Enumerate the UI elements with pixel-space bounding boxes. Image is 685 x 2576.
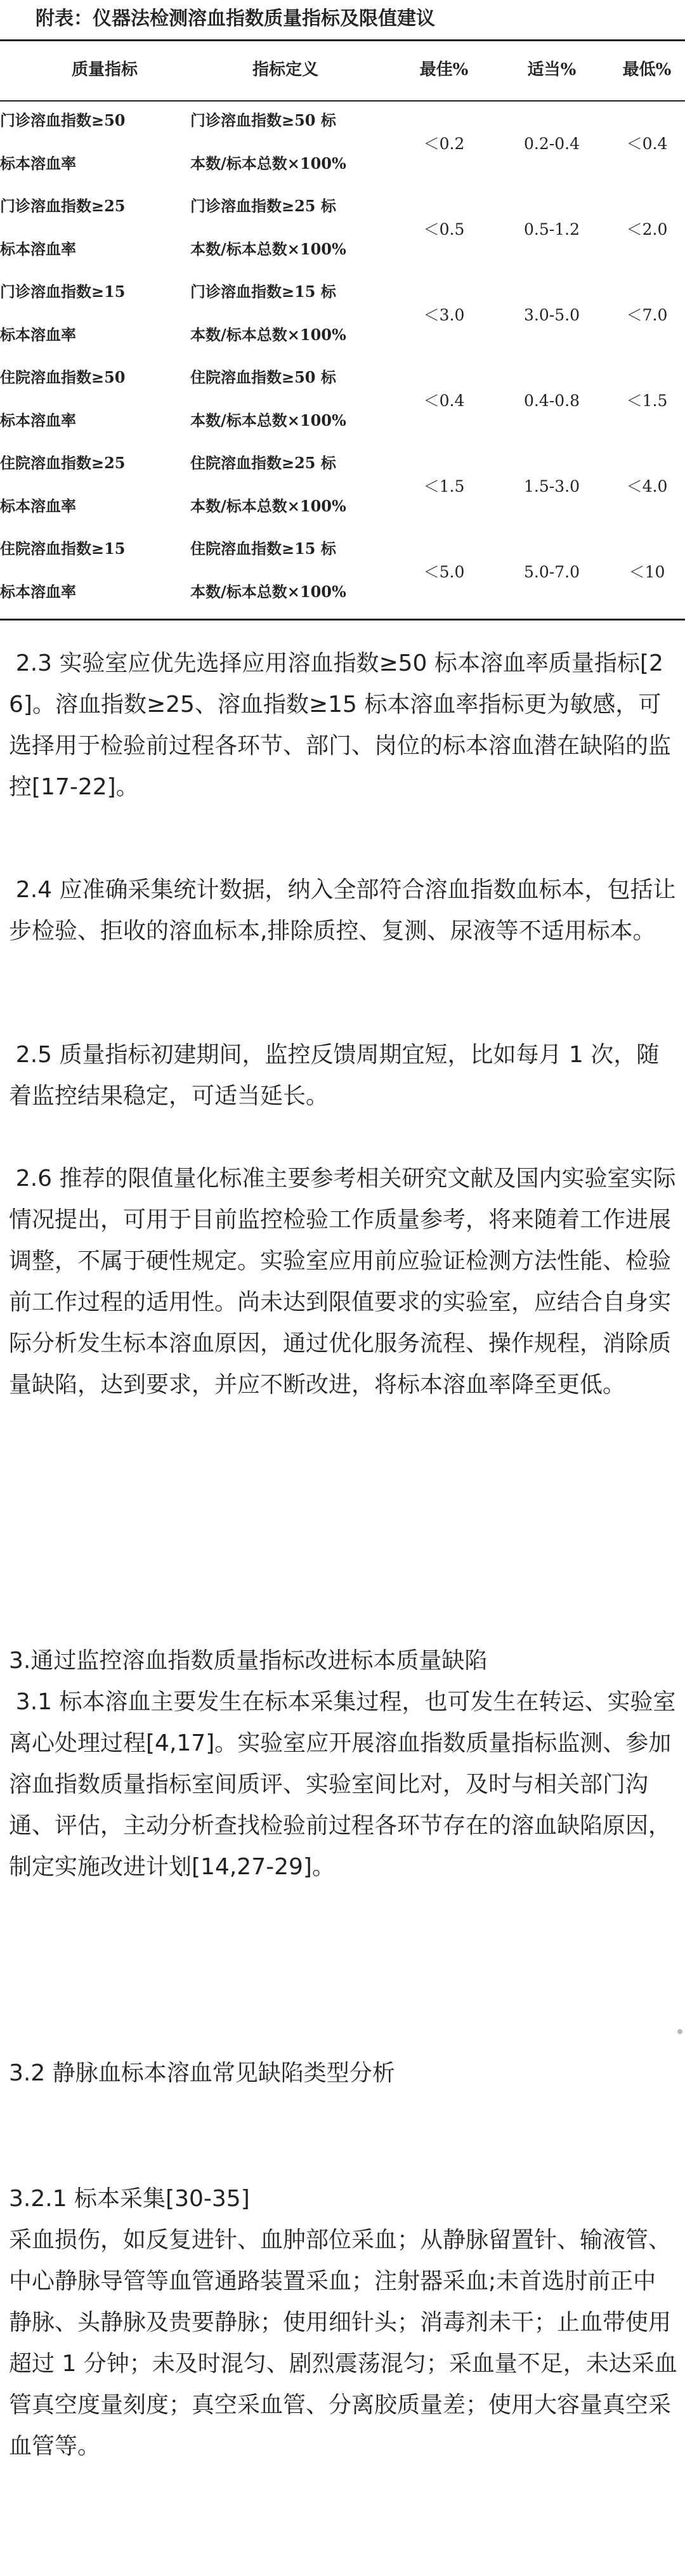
row-indicator-line2: 标本溶血率 (0, 325, 76, 344)
row-suitable-value: 0.2-0.4 (524, 135, 580, 153)
row-best-value: ＜5.0 (423, 563, 465, 581)
row-indicator-line1: 住院溶血指数≥50 (0, 368, 126, 386)
row-definition-line1: 住院溶血指数≥50 标 (190, 368, 336, 386)
table-row (0, 358, 685, 444)
row-lowest-value: ＜2.0 (626, 220, 668, 239)
row-lowest-value: ＜4.0 (626, 477, 668, 496)
row-definition-line1: 门诊溶血指数≥25 标 (190, 197, 336, 215)
row-best-value: ＜0.4 (423, 391, 465, 410)
row-lowest-value: ＜10 (629, 563, 665, 581)
row-indicator-line1: 门诊溶血指数≥15 (0, 282, 126, 301)
row-suitable-value: 5.0-7.0 (524, 563, 580, 581)
header-best: 最佳% (419, 60, 469, 79)
decorative-dot (677, 2029, 682, 2034)
row-definition-line1: 门诊溶血指数≥50 标 (190, 111, 336, 129)
row-indicator-line2: 标本溶血率 (0, 411, 76, 430)
paragraph-3-2-1: 采血损伤，如反复进针、血肿部位采血；从静脉留置针、输液管、中心静脉导管等血管通路装置采血；注射器采血;未首选肘前正中静脉、头静脉及贵要静脉；使用细针头；消毒剂未干；止血带使用超过 1 分钟；未及时混匀、剧烈震荡混匀；采血量不足，未达采血管真空度量刻度；真空采血管、分离胶质量差；使用大容量真空采血管等。 (9, 2227, 677, 2459)
header-lowest: 最低% (622, 60, 672, 79)
row-suitable-value: 3.0-5.0 (524, 306, 580, 324)
appendix-table (0, 0, 685, 634)
paragraph-2-6: 2.6 推荐的限值量化标准主要参考相关研究文献及国内实验室实际情况提出，可用于目前监控检验工作质量参考，将来随着工作进展调整，不属于硬性规定。实验室应用前应验证检测方法性能、检验前工作过程的适用性。尚未达到限值要求的实验室，应结合自身实际分析发生标本溶血原因，通过优化服务流程、操作规程，消除质量缺陷，达到要求，并应不断改进，将标本溶血率降至更低。 (9, 1166, 676, 1398)
row-indicator-line2: 标本溶血率 (0, 154, 76, 173)
section-3-2-1-heading: 3.2.1 标本采集[30-35] (9, 2186, 250, 2212)
row-best-value: ＜0.5 (423, 220, 465, 239)
row-indicator-line1: 住院溶血指数≥15 (0, 539, 126, 558)
paragraph-2-4: 2.4 应准确采集统计数据，纳入全部符合溶血指数血标本，包括让步检验、拒收的溶血标本,排除质控、复测、尿液等不适用标本。 (9, 877, 676, 944)
header-indicator: 质量指标 (71, 60, 138, 79)
table-row (0, 187, 685, 273)
row-definition-line2: 本数/标本总数×100% (190, 154, 346, 173)
row-indicator-line2: 标本溶血率 (0, 582, 76, 601)
header-suitable: 适当% (527, 60, 577, 79)
row-definition-line2: 本数/标本总数×100% (190, 497, 346, 515)
row-definition-line2: 本数/标本总数×100% (190, 411, 346, 430)
table-bottom-rule (0, 619, 685, 621)
row-lowest-value: ＜7.0 (626, 306, 668, 324)
row-lowest-value: ＜1.5 (626, 391, 668, 410)
table-row (0, 273, 685, 358)
row-lowest-value: ＜0.4 (626, 135, 668, 153)
row-suitable-value: 0.4-0.8 (524, 391, 580, 410)
table-row (0, 102, 685, 187)
appendix-title: 附表：仪器法检测溶血指数质量指标及限值建议 (36, 8, 435, 30)
row-indicator-line2: 标本溶血率 (0, 240, 76, 258)
table-row (0, 444, 685, 530)
paragraph-3-1: 3.1 标本溶血主要发生在标本采集过程，也可发生在转运、实验室离心处理过程[4,17]。实验室应开展溶血指数质量指标监测、参加溶血指数质量指标室间质评、实验室间比对，及时与相关部门沟通、评估，主动分析查找检验前过程各环节存在的溶血缺陷原因，制定实施改进计划[14,27-29]。 (9, 1689, 676, 1880)
row-definition-line1: 住院溶血指数≥25 标 (190, 454, 336, 472)
section-3-2-heading: 3.2 静脉血标本溶血常见缺陷类型分析 (9, 2060, 395, 2086)
row-indicator-line1: 门诊溶血指数≥50 (0, 111, 126, 129)
row-definition-line1: 住院溶血指数≥15 标 (190, 539, 336, 558)
row-definition-line1: 门诊溶血指数≥15 标 (190, 282, 336, 301)
row-suitable-value: 0.5-1.2 (524, 220, 580, 239)
section-3-heading: 3.通过监控溶血指数质量指标改进标本质量缺陷 (9, 1648, 488, 1674)
paragraph-2-5: 2.5 质量指标初建期间，监控反馈周期宜短，比如每月 1 次，随着监控结果稳定，可适当延长。 (9, 1042, 660, 1109)
paragraph-2-3: 2.3 实验室应优先选择应用溶血指数≥50 标本溶血率质量指标[26]。溶血指数≥25、溶血指数≥15 标本溶血率指标更为敏感，可选择用于检验前过程各环节、部门、岗位的标本溶血潜在缺陷的监控[17-22]。 (9, 650, 672, 800)
row-definition-line2: 本数/标本总数×100% (190, 325, 346, 344)
row-best-value: ＜3.0 (423, 306, 465, 324)
row-suitable-value: 1.5-3.0 (524, 477, 580, 496)
table-row (0, 530, 685, 615)
row-indicator-line2: 标本溶血率 (0, 497, 76, 515)
row-best-value: ＜0.2 (423, 135, 465, 153)
header-definition: 指标定义 (252, 60, 318, 79)
row-indicator-line1: 住院溶血指数≥25 (0, 454, 126, 472)
row-definition-line2: 本数/标本总数×100% (190, 240, 346, 258)
row-definition-line2: 本数/标本总数×100% (190, 582, 346, 601)
row-indicator-line1: 门诊溶血指数≥25 (0, 197, 126, 215)
row-best-value: ＜1.5 (423, 477, 465, 496)
